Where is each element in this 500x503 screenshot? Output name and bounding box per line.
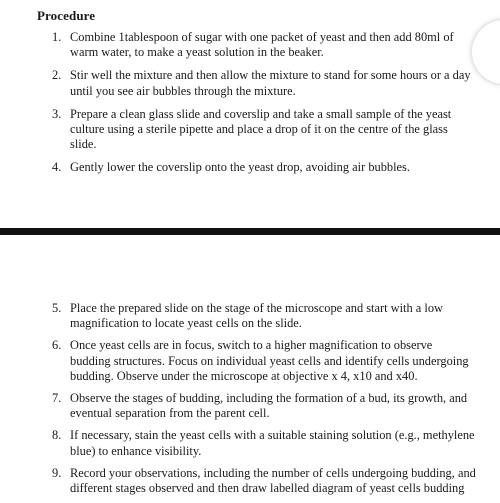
procedure-steps-bottom (0, 301, 480, 503)
step-number: 8. (52, 428, 62, 443)
list-item (0, 338, 480, 384)
list-item (0, 30, 480, 60)
page-divider (0, 228, 500, 235)
list-item (0, 160, 480, 175)
step-number: 7. (52, 391, 62, 406)
step-number: 9. (52, 465, 62, 480)
step-number: 2. (52, 68, 62, 83)
list-item (0, 428, 480, 458)
step-number: 5. (52, 301, 62, 315)
step-text: Place the prepared slide on the stage of the microscope and start with a low magnification to locate yeast cells on the slide. (70, 301, 443, 331)
step-number: 6. (52, 338, 62, 353)
step-text: Once yeast cells are in focus, switch to a higher magnification to observe budding structures. Focus on individual yeast cells and identify cells undergoing budding. Observe under the microscope at objective x 4, x10 and x40. (70, 338, 469, 383)
step-text: Record your observations, including the number of cells undergoing budding, and different stages observed and then draw labelled diagram of yeast cells budding (70, 465, 476, 496)
list-item (0, 301, 480, 331)
step-number: 3. (52, 106, 62, 121)
step-text: Combine 1tablespoon of sugar with one packet of yeast and then add 80ml of warm water, to make a yeast solution in the beaker. (70, 30, 454, 60)
step-number: 1. (52, 30, 62, 44)
list-item (0, 68, 480, 98)
list-item (0, 107, 480, 153)
step-number: 4. (52, 160, 62, 175)
list-item (0, 391, 480, 421)
step-text: Observe the stages of budding, including the formation of a bud, its growth, and eventual separation from the parent cell. (70, 391, 468, 421)
step-text: Prepare a clean glass slide and coverslip and take a small sample of the yeast culture using a sterile pipette and place a drop of it on the centre of the glass slide. (70, 106, 452, 152)
step-text: Gently lower the coverslip onto the yeast drop, avoiding air bubbles. (70, 160, 410, 175)
procedure-steps-top (0, 30, 480, 184)
step-text: Stir well the mixture and then allow the mixture to stand for some hours or a day until you see air bubbles through the mixture. (70, 68, 471, 98)
step-text: If necessary, stain the yeast cells with a suitable staining solution (e.g., methylene blue) to enhance visibility. (70, 428, 475, 458)
list-item (0, 466, 480, 496)
procedure-heading: Procedure (37, 8, 96, 23)
